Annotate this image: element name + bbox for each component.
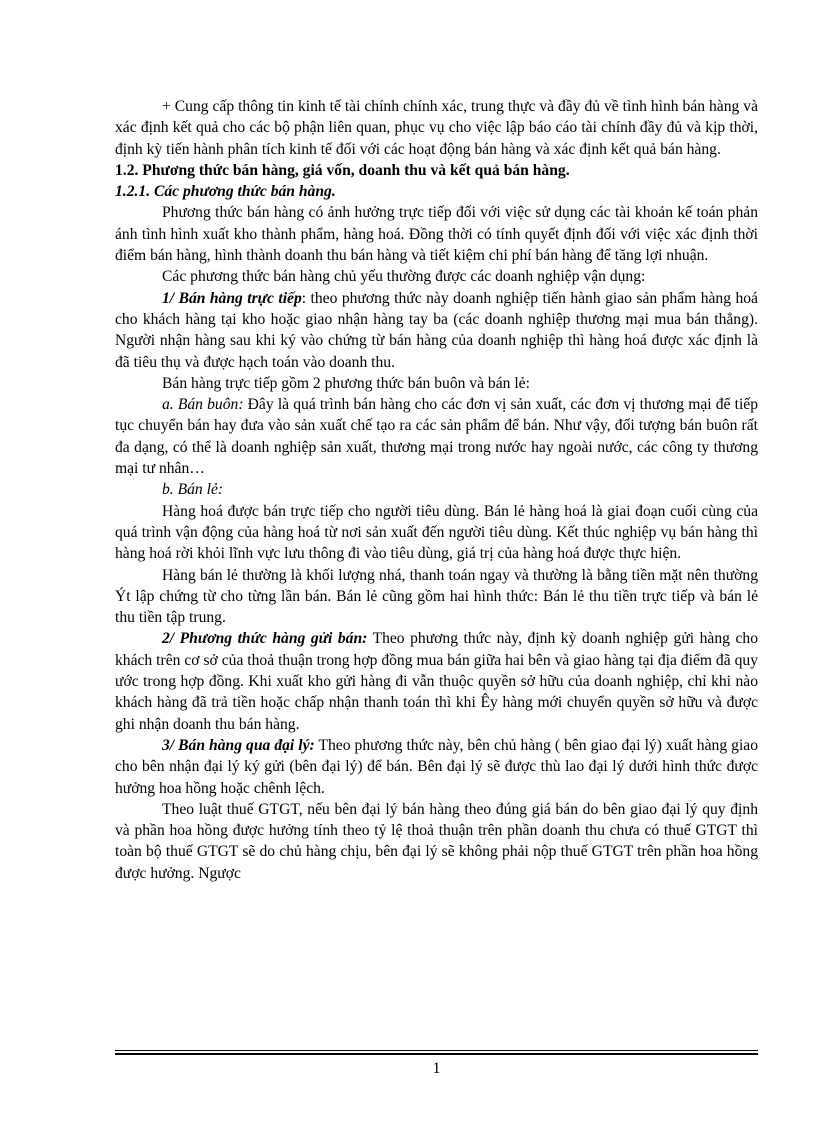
footer-rule-top (115, 1050, 758, 1051)
intro-paragraph: + Cung cấp thông tin kinh tế tài chính chính xác, trung thực và đầy đủ về tình hình bán hàng và xác định kết quả cho các bộ phận liên quan, phục vụ cho việc lập báo cáo tài chính đầy đủ và kịp thời, định kỳ tiến hành phân tích kinh tế đối với các hoạt động bán hàng và xác định kết quả bán hàng. (115, 98, 758, 158)
method-2-paragraph (115, 628, 758, 734)
document-body (115, 96, 758, 884)
page-number: 1 (432, 1060, 441, 1077)
retail-paragraph-1: Hàng hoá được bán trực tiếp cho người tiêu dùng. Bán lẻ hàng hoá là giai đoạn cuối cùng của quá trình vận động của hàng hoá từ nơi sản xuất đến người tiêu dùng. Kết thúc nghiệp vụ bán hàng thì hàng hoá rời khỏi lĩnh vực lưu thông đi vào tiêu dùng, giá trị của hàng hoá được thực hiện. (115, 502, 758, 563)
wholesale-label: a. Bán buôn: (162, 396, 244, 414)
section-heading-1-2-1: 1.2.1. Các phương thức bán hàng. (115, 183, 336, 201)
retail-heading (115, 479, 758, 500)
section-heading-1-2: 1.2. Phương thức bán hàng, giá vốn, doanh thu và kết quả bán hàng. (115, 161, 570, 179)
wholesale-text: Đây là quá trình bán hàng cho các đơn vị sản xuất, các đơn vị thương mại để tiếp tục chuyển bán hay đưa vào sản xuất chế tạo ra các sản phẩm để bán. Như vậy, đối tượng bán buôn rất đa dạng, có thể là doanh nghiệp sản xuất, thương mại trong nước hay ngoài nước, các công ty thương mại tư nhân… (115, 396, 758, 478)
retail-label: b. Bán lẻ: (162, 481, 224, 499)
footer-rule-bottom (115, 1053, 758, 1055)
method-3-paragraph (115, 735, 758, 799)
method-1-paragraph (115, 288, 758, 373)
method-1-label: 1/ Bán hàng trực tiếp (162, 289, 302, 307)
method-3-label: 3/ Bán hàng qua đại lý: (162, 736, 315, 754)
two-methods-paragraph: Bán hàng trực tiếp gồm 2 phương thức bán buôn và bán lẻ: (162, 374, 530, 392)
vat-paragraph: Theo luật thuế GTGT, nếu bên đại lý bán hàng theo đúng giá bán do bên giao đại lý quy định và phần hoa hồng được hưởng tính theo tỷ lệ thoả thuận trên phần doanh thu chưa có thuế GTGT thì toàn bộ thuế GTGT sẽ do chủ hàng chịu, bên đại lý sẽ không phải nộp thuế GTGT trên phần hoa hồng được hưởng. Ngược (115, 800, 758, 882)
wholesale-paragraph (115, 394, 758, 479)
main-methods-paragraph: Các phương thức bán hàng chủ yếu thường được các doanh nghiệp vận dụng: (162, 268, 646, 286)
methods-paragraph: Phương thức bán hàng có ảnh hưởng trực tiếp đối với việc sử dụng các tài khoản kế toán phản ánh tình hình xuất kho thành phẩm, hàng hoá. Đồng thời có tính quyết định đối với việc xác định thời điểm bán hàng, hình thành doanh thu bán hàng và tiết kiệm chi phí bán hàng để tăng lợi nhuận. (115, 204, 758, 265)
method-1-text: : theo phương thức này doanh nghiệp tiến hành giao sản phẩm hàng hoá cho khách hàng tại kho hoặc giao nhận hàng tay ba (các doanh nghiệp thương mại mua bán thẳng). Người nhận hàng sau khi ký vào chứng từ bán hàng của doanh nghiệp thì hàng hoá được xác định là đã tiêu thụ và được hạch toán vào doanh thu. (115, 289, 758, 371)
method-2-label: 2/ Phương thức hàng gửi bán: (162, 630, 368, 648)
method-2-text: Theo phương thức này, định kỳ doanh nghiệp gửi hàng cho khách trên cơ sở của thoả thuận trong hợp đồng mua bán giữa hai bên và giao hàng tại địa điểm đã quy ước trong hợp đồng. Khi xuất kho gửi hàng đi vẫn thuộc quyền sở hữu của doanh nghiệp, chỉ khi nào khách hàng đã trả tiền hoặc chấp nhận thanh toán thì khi Êy hàng mới chuyển quyền sở hữu và được ghi nhận doanh thu bán hàng. (115, 630, 758, 733)
retail-paragraph-2: Hàng bán lẻ thường là khối lượng nhá, thanh toán ngay và thường là bằng tiền mặt nên thường Ýt lập chứng từ cho từng lần bán. Bán lẻ cũng gồm hai hình thức: Bán lẻ thu tiền trực tiếp và bán lẻ thu tiền tập trung. (115, 566, 758, 627)
method-3-text: Theo phương thức này, bên chủ hàng ( bên giao đại lý) xuất hàng giao cho bên nhận đại lý ký gửi (bên đại lý) để bán. Bên đại lý sẽ được thù lao đại lý dưới hình thức được hưởng hoa hồng hoặc chênh lệch. (115, 736, 758, 797)
